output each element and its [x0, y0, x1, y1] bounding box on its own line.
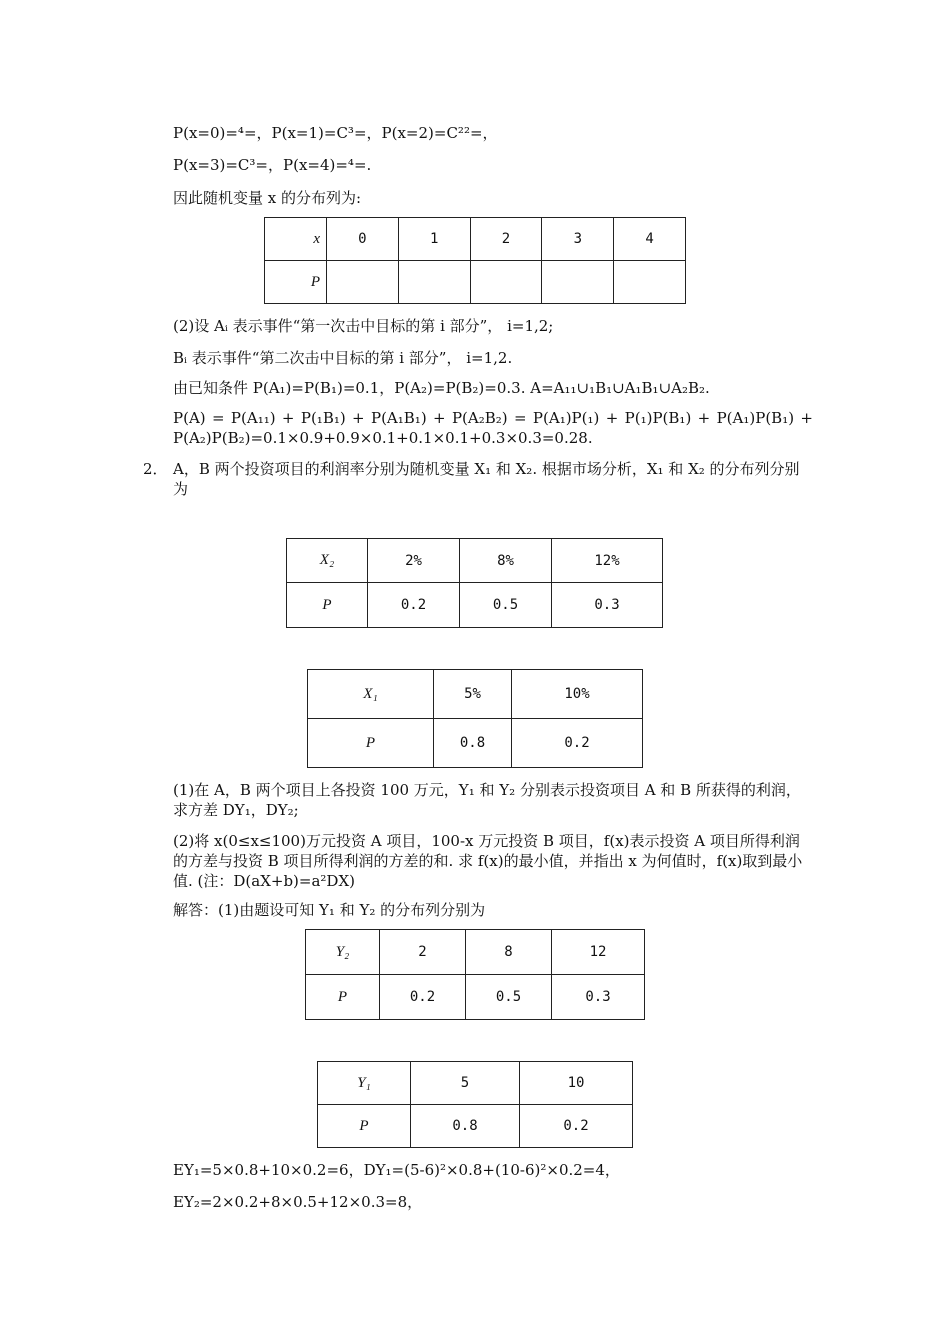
table-header-cell: 1	[398, 218, 470, 261]
table-cell: 0.2	[380, 975, 466, 1020]
table-header-cell: X₁	[308, 670, 434, 719]
table-cell	[614, 261, 686, 304]
table-cell	[327, 261, 399, 304]
table-row-label: P	[318, 1105, 411, 1148]
table-header-cell: Y₁	[318, 1062, 411, 1105]
table-cell: 0.2	[520, 1105, 633, 1148]
table-header-cell: 10	[520, 1062, 633, 1105]
table-cell: 0.2	[368, 583, 460, 628]
problem-statement: A，B 两个投资项目的利润率分别为随机变量 X₁ 和 X₂. 根据市场分析，X₁ 和 X₂ 的分布列分别为	[173, 460, 800, 498]
table-header-cell: 2	[470, 218, 542, 261]
table-cell: 0.5	[460, 583, 552, 628]
distribution-table-y1	[317, 1061, 633, 1148]
event-b-definition: Bᵢ 表示事件“第二次击中目标的第 i 部分”， i=1,2.	[173, 349, 513, 367]
event-a-definition: (2)设 Aᵢ 表示事件“第一次击中目标的第 i 部分”， i=1,2;	[173, 317, 554, 335]
table-header-cell: x	[265, 218, 327, 261]
question-1: (1)在 A，B 两个项目上各投资 100 万元，Y₁ 和 Y₂ 分别表示投资项目 A 和 B 所获得的利润，求方差 DY₁，DY₂;	[173, 781, 801, 819]
distribution-intro: 因此随机变量 x 的分布列为:	[173, 189, 362, 207]
table-cell	[542, 261, 614, 304]
expectation-y1: EY₁=5×0.8+10×0.2=6，DY₁=(5-6)²×0.8+(10-6)²×0.2=4，	[173, 1161, 620, 1179]
probability-formula-2: P(A₂)P(B₂)=0.1×0.9+0.9×0.1+0.1×0.1+0.3×0.3=0.28.	[173, 429, 593, 447]
table-header-cell: 8	[466, 930, 552, 975]
table-header-cell: 8%	[460, 539, 552, 583]
expectation-y2: EY₂=2×0.2+8×0.5+12×0.3=8，	[173, 1193, 423, 1211]
table-row-label: P	[287, 583, 368, 628]
problem-number: 2．	[143, 460, 168, 478]
table-cell: 0.3	[552, 975, 645, 1020]
table-cell: 0.8	[434, 719, 512, 768]
table-row-label: P	[306, 975, 380, 1020]
distribution-table-x2	[286, 538, 663, 628]
table-header-cell: 4	[614, 218, 686, 261]
probability-formula-1: P(A) = P(A₁₁) + P(₁B₁) + P(A₁B₁) + P(A₂B₂) = P(A₁)P(₁) + P(₁)P(B₁) + P(A₁)P(B₁) +	[173, 409, 813, 427]
distribution-table-x1	[307, 669, 643, 768]
table-cell: 0.3	[552, 583, 663, 628]
question-2: (2)将 x(0≤x≤100)万元投资 A 项目，100-x 万元投资 B 项目，f(x)表示投资 A 项目所得利润的方差与投资 B 项目所得利润的方差的和. 求 f(x)的最小值，并指出 x 为何值时，f(x)取到最小值. (注：D(aX+b)=a²DX)	[173, 832, 803, 890]
table-cell: 0.2	[512, 719, 643, 768]
table-row-label: P	[308, 719, 434, 768]
table-header-cell: 12%	[552, 539, 663, 583]
table-header-cell: 2	[380, 930, 466, 975]
table-row-label: P	[265, 261, 327, 304]
table-cell: 0.5	[466, 975, 552, 1020]
table-header-cell: 5	[411, 1062, 520, 1105]
table-header-cell: X₂	[287, 539, 368, 583]
table-header-cell: 3	[542, 218, 614, 261]
table-header-cell: 12	[552, 930, 645, 975]
table-header-cell: Y₂	[306, 930, 380, 975]
probability-line-2: P(x=3)=C³=，P(x=4)=⁴=.	[173, 156, 372, 174]
table-header-cell: 10%	[512, 670, 643, 719]
table-cell	[470, 261, 542, 304]
answer-intro: 解答：(1)由题设可知 Y₁ 和 Y₂ 的分布列分别为	[173, 901, 486, 919]
table-header-cell: 5%	[434, 670, 512, 719]
table-header-cell: 2%	[368, 539, 460, 583]
probability-line-1: P(x=0)=⁴=，P(x=1)=C³=，P(x=2)=C²²=，	[173, 124, 498, 142]
table-cell: 0.8	[411, 1105, 520, 1148]
table-cell	[398, 261, 470, 304]
given-conditions: 由已知条件 P(A₁)=P(B₁)=0.1，P(A₂)=P(B₂)=0.3. A=A₁₁∪₁B₁∪A₁B₁∪A₂B₂.	[173, 379, 710, 397]
table-header-cell: 0	[327, 218, 399, 261]
distribution-table-x	[264, 217, 686, 304]
distribution-table-y2	[305, 929, 645, 1020]
